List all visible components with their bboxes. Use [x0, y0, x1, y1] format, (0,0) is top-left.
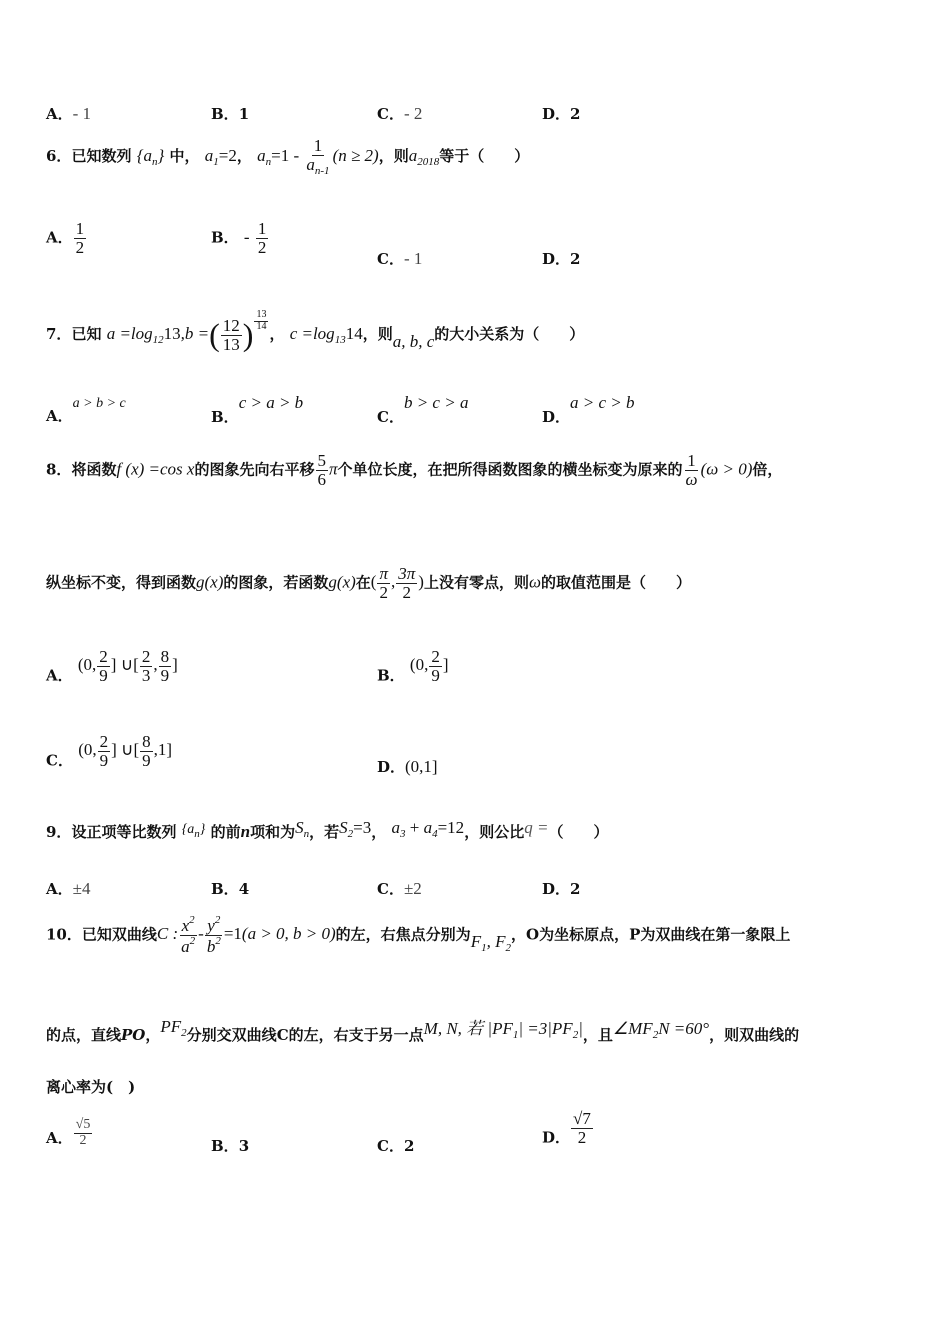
question-8-line-2: [46, 565, 691, 602]
math-sub: n: [152, 156, 158, 169]
numerator: 1: [75, 219, 85, 238]
numerator: 1: [313, 136, 323, 155]
q10-option-a: [46, 1118, 93, 1148]
denominator: 2: [79, 1132, 87, 1148]
denominator: 2: [577, 1127, 587, 1147]
math-origin: O: [525, 925, 540, 944]
math-val: =2: [218, 146, 237, 166]
denominator: b: [206, 936, 216, 956]
numerator: 2: [141, 647, 151, 666]
stem-text: ，则: [362, 325, 393, 343]
fraction: [571, 1110, 593, 1147]
stem-text: ，则公比: [464, 823, 525, 841]
math-var: S: [339, 818, 348, 837]
option-label: A．: [46, 228, 73, 247]
question-10-line-2: [46, 1014, 799, 1045]
denominator: 14: [256, 320, 267, 332]
fraction: [97, 648, 110, 685]
question-number: 9．: [46, 823, 72, 841]
option-value: ±4: [72, 879, 91, 898]
math-var: F: [470, 932, 482, 952]
math-sub: 2: [652, 1029, 659, 1041]
option-label: D．: [542, 880, 571, 898]
denominator: 2: [75, 237, 85, 257]
math-a-def: [106, 324, 181, 346]
fraction: [256, 220, 269, 257]
option-value: (0,1]: [405, 757, 438, 776]
math-sub: 2018: [417, 156, 440, 169]
stem-text: ，: [510, 925, 526, 944]
stem-text: 纵坐标不变，得到函数: [46, 573, 197, 592]
math-sub: 13: [334, 334, 346, 346]
option-label: C．: [46, 751, 73, 770]
math-sub: 2: [347, 828, 354, 840]
stem-text: （ ）: [548, 823, 609, 841]
option-label: D．: [542, 1128, 571, 1147]
math-sub: n-1: [314, 164, 330, 177]
math-pf2: [160, 1017, 187, 1039]
math-var: a: [391, 818, 400, 837]
math-sub: 2: [505, 942, 511, 955]
stem-text: ，且: [582, 1026, 613, 1044]
option-label: D．: [542, 105, 571, 123]
stem-text: ，: [236, 147, 252, 166]
math-var: C :: [156, 924, 179, 944]
fraction: [74, 1118, 93, 1148]
stem-text: 为坐标原点，: [539, 925, 630, 944]
stem-text: 的图象先向右平移: [194, 460, 315, 479]
fraction: [684, 452, 700, 489]
math-function: g(x): [328, 572, 356, 592]
stem-text: ，: [145, 1026, 161, 1044]
stem-text: 离心率为( ): [46, 1078, 136, 1096]
stem-text: 已知数列: [71, 147, 132, 166]
denominator: 2: [379, 582, 388, 602]
math-text: (0,: [78, 740, 97, 760]
denominator: a: [181, 936, 190, 956]
math-expr: |: [578, 1019, 583, 1038]
numerator: 8: [160, 647, 170, 666]
math-text: ] ∪[: [110, 655, 139, 675]
fraction: [205, 915, 223, 956]
math-sub: 3: [400, 828, 406, 840]
math-sum: [295, 818, 310, 840]
option-label: C．: [377, 250, 404, 268]
stem-text: ，则双曲线的: [709, 1026, 800, 1044]
math-interval: [370, 564, 424, 602]
question-6: [46, 137, 529, 177]
math-var: a: [204, 146, 214, 166]
math-sup: 2: [189, 914, 195, 926]
stem-text: 的左，右焦点分别为: [335, 925, 471, 944]
math-sub: 1: [512, 1029, 519, 1041]
q9-option-b: [211, 878, 249, 899]
fraction: [159, 648, 172, 685]
math-text: ]: [172, 655, 178, 675]
math-c-def: [289, 324, 363, 346]
option-label: C．: [377, 1137, 404, 1155]
math-var: q =: [524, 818, 549, 837]
math-op: -: [198, 924, 204, 944]
option-value: - 1: [403, 249, 423, 268]
q7-option-c: [377, 393, 468, 427]
denominator: 9: [142, 750, 151, 770]
option-label: C．: [377, 408, 404, 426]
option-label: D．: [377, 758, 406, 776]
math-sup: 2: [214, 914, 221, 926]
denominator: 9: [431, 665, 440, 685]
math-seq: $\{a_n\}$: [181, 822, 206, 840]
fraction: [316, 452, 329, 489]
math-var: PF: [160, 1017, 182, 1036]
option-label: B．: [211, 880, 239, 898]
stem-text: ，: [371, 823, 387, 841]
option-sign: -: [243, 227, 250, 247]
math-var: a: [143, 146, 152, 166]
math-condition: [423, 1019, 583, 1041]
q9-option-d: [542, 878, 580, 899]
question-10: [46, 915, 790, 956]
math-sub: 2: [181, 1027, 187, 1039]
math-sub: 4: [432, 828, 438, 840]
denominator: 3: [141, 665, 151, 685]
option-label: A．: [46, 666, 73, 685]
q10-option-d: [542, 1110, 594, 1147]
stem-text: 项和为: [250, 823, 296, 841]
math-text: (0,: [77, 655, 97, 675]
option-label: B．: [211, 408, 239, 426]
option-value: b > c > a: [403, 393, 469, 412]
numerator: 13: [256, 309, 267, 320]
math-val: 13: [163, 324, 181, 343]
q5-option-d: [542, 103, 580, 124]
stem-text: 设正项等比数列: [71, 823, 177, 841]
question-7: [46, 310, 584, 354]
stem-text: ，若: [309, 823, 340, 841]
stem-text: 的图象，若函数: [223, 573, 329, 592]
option-label: D．: [542, 408, 571, 426]
stem-text: 已知: [71, 325, 102, 343]
math-sub: 12: [152, 334, 164, 346]
question-number: 8．: [46, 460, 72, 479]
math-foci: $F_1$, $F_2$: [470, 932, 511, 955]
math-text: ]: [442, 655, 449, 675]
q8-option-b: [377, 648, 449, 685]
math-text: ,1]: [153, 740, 173, 760]
q8-option-c: [46, 733, 172, 770]
fraction: [179, 915, 197, 956]
stem-text: 将函数: [71, 460, 117, 479]
option-value: a > b > c: [72, 396, 126, 411]
numerator: 2: [99, 647, 108, 666]
denominator: 2: [402, 582, 412, 602]
fraction: [140, 733, 153, 770]
numerator: √7: [573, 1109, 591, 1128]
math-var: a: [257, 146, 266, 166]
numerator: √5: [75, 1117, 91, 1132]
q7-option-a: [46, 393, 126, 426]
numerator: 5: [317, 451, 326, 470]
q8-option-a: [46, 648, 178, 685]
math-val: =3: [353, 818, 372, 837]
stem-text: 个单位长度，在把所得函数图象的横坐标变为原来的: [337, 460, 683, 479]
fraction: [74, 220, 87, 257]
fraction: [98, 733, 111, 770]
fraction: [396, 565, 417, 602]
fraction: [140, 648, 153, 685]
math-expr: a =log: [106, 324, 153, 343]
stem-text: 的点，直线: [46, 1026, 122, 1044]
math-expr: N =60°: [658, 1019, 710, 1038]
math-var: n: [240, 822, 251, 841]
stem-text: 的左，右支于另一点: [288, 1026, 424, 1044]
math-val: =1 -: [271, 146, 300, 166]
q7-option-d: [542, 393, 635, 427]
stem-text: 等于（ ）: [439, 147, 530, 166]
option-label: B．: [211, 1137, 239, 1155]
math-recurrence: [257, 136, 379, 177]
math-expr: ∠MF: [612, 1019, 653, 1038]
numerator: x: [181, 916, 190, 935]
option-label: B．: [211, 228, 239, 247]
numerator: 1: [257, 219, 267, 238]
numerator: y: [207, 916, 215, 935]
math-a3-a4: [391, 818, 465, 840]
option-value: a > c > b: [570, 393, 635, 412]
math-pi: π: [329, 459, 338, 479]
denominator: 2: [257, 237, 267, 257]
option-value: 2: [570, 880, 581, 898]
option-label: B．: [377, 666, 405, 685]
q6-option-a: [46, 220, 87, 257]
math-var: a: [408, 146, 418, 166]
numerator: π: [379, 564, 388, 583]
math-expr: | =3|PF: [518, 1019, 573, 1038]
denominator: 6: [317, 469, 326, 489]
option-value: [77, 647, 178, 685]
math-text: ,: [153, 655, 158, 675]
denominator: a: [306, 154, 315, 174]
math-var: a: [187, 822, 195, 837]
math-omega: ω: [528, 572, 541, 592]
option-value: 1: [238, 105, 250, 123]
fraction: [304, 137, 331, 177]
denominator: ω: [685, 469, 698, 489]
math-sub: 1: [481, 942, 487, 955]
math-a1: [204, 146, 237, 169]
q5-option-a: [46, 103, 91, 124]
math-sub: n: [194, 828, 200, 840]
option-label: C．: [377, 105, 404, 123]
numerator: 8: [142, 732, 151, 751]
math-val: 14: [345, 324, 363, 343]
q9-option-a: [46, 878, 90, 899]
q5-option-b: [211, 103, 249, 124]
fraction: [429, 648, 442, 685]
q6-option-d: [542, 248, 580, 269]
option-value: - 1: [72, 104, 92, 123]
math-var: F: [495, 932, 506, 952]
numerator: 2: [431, 647, 440, 666]
numerator: 2: [99, 732, 109, 751]
math-text: ] ∪[: [111, 740, 140, 760]
option-value: 2: [403, 1137, 415, 1155]
math-comma: ,: [391, 572, 396, 592]
math-val: =1: [223, 924, 242, 944]
numerator: 12: [222, 315, 240, 335]
stem-text: 为双曲线在第一象限上: [640, 925, 791, 944]
option-label: D．: [542, 250, 571, 268]
math-point: P: [629, 925, 641, 944]
stem-text: 分别交双曲线: [186, 1026, 277, 1044]
stem-text: 已知双曲线: [81, 925, 157, 944]
stem-text: 中，: [169, 147, 200, 166]
math-op: +: [409, 818, 420, 837]
q10-option-c: [377, 1135, 414, 1156]
option-value: - 2: [403, 104, 423, 123]
q9-option-c: [377, 878, 422, 899]
option-label: A．: [46, 105, 73, 123]
question-10-line-3: [46, 1076, 135, 1097]
q7-option-b: [211, 393, 303, 427]
math-sub: 1: [213, 156, 219, 169]
math-hyperbola: [156, 914, 336, 956]
option-value: 2: [570, 250, 581, 268]
math-sub: 2: [572, 1029, 579, 1041]
math-expr: ,b =: [180, 324, 210, 343]
numerator: 3π: [398, 564, 416, 583]
math-text: (0,: [409, 655, 429, 675]
question-8: [46, 452, 782, 489]
math-var: S: [295, 818, 304, 837]
math-b-def: ,b =( $\frac{12}{13}$ ) $\frac{13}{14}$: [180, 309, 267, 354]
math-angle: [612, 1019, 710, 1041]
option-value: ±2: [403, 879, 422, 898]
math-sub: n: [303, 828, 310, 840]
q8-option-d: [377, 756, 438, 777]
stem-text: 的大小关系为（ ）: [434, 325, 585, 343]
math-var: a: [423, 818, 433, 837]
option-value: [409, 647, 449, 685]
math-val: =12: [437, 818, 465, 837]
option-value: 3: [238, 1137, 250, 1155]
fraction: [221, 317, 242, 354]
math-s2: [339, 818, 372, 840]
math-paren: (: [370, 572, 377, 592]
q10-option-b: [211, 1135, 249, 1156]
question-number: 6．: [46, 147, 72, 166]
math-sup: 2: [215, 934, 221, 947]
denominator: 9: [99, 665, 108, 685]
math-target: [408, 146, 440, 169]
math-sub: n: [265, 156, 272, 169]
question-number: 10．: [46, 925, 82, 944]
q5-option-c: [377, 103, 422, 124]
math-vars: a, b, c: [392, 332, 435, 351]
stem-text: 在: [355, 573, 371, 592]
q6-option-b: [211, 220, 269, 257]
option-label: A．: [46, 1129, 73, 1148]
math-cond: (n ≥ 2): [332, 146, 379, 166]
math-seq: $\{a_n\}$: [136, 146, 165, 169]
question-number: 7．: [46, 325, 72, 343]
denominator: 9: [99, 750, 109, 770]
option-value: [78, 732, 173, 770]
fraction: [377, 565, 390, 602]
stem-text: ，则: [378, 147, 409, 166]
numerator: 1: [687, 451, 696, 470]
stem-text: 的取值范围是（ ）: [540, 573, 691, 592]
math-expr: M, N, 若 |PF: [423, 1019, 513, 1038]
math-sup: 2: [189, 934, 196, 947]
q6-option-c: [377, 248, 422, 269]
math-cond: (a > 0, b > 0): [241, 924, 336, 944]
option-value: 2: [570, 105, 581, 123]
question-9: [46, 818, 608, 842]
option-value: 4: [238, 880, 250, 898]
math-var: C: [276, 1026, 289, 1044]
math-expr: c =log: [289, 324, 335, 343]
stem-text: ，: [269, 325, 285, 343]
math-paren: ): [418, 572, 424, 592]
option-label: C．: [377, 880, 404, 898]
exponent-fraction: [254, 310, 268, 332]
math-line: PO: [121, 1026, 146, 1044]
option-label: B．: [211, 105, 239, 123]
denominator: 9: [160, 665, 170, 685]
math-cond: (ω > 0): [700, 459, 753, 479]
option-label: A．: [46, 880, 73, 898]
denominator: 13: [222, 334, 240, 354]
option-label: A．: [46, 407, 73, 425]
math-function: f (x) =cos x: [116, 459, 195, 479]
stem-text: 倍，: [752, 460, 783, 479]
option-value: c > a > b: [238, 393, 304, 412]
math-function: g(x): [196, 572, 224, 592]
stem-text: 上没有零点，则: [423, 573, 529, 592]
stem-text: 的前: [210, 823, 241, 841]
